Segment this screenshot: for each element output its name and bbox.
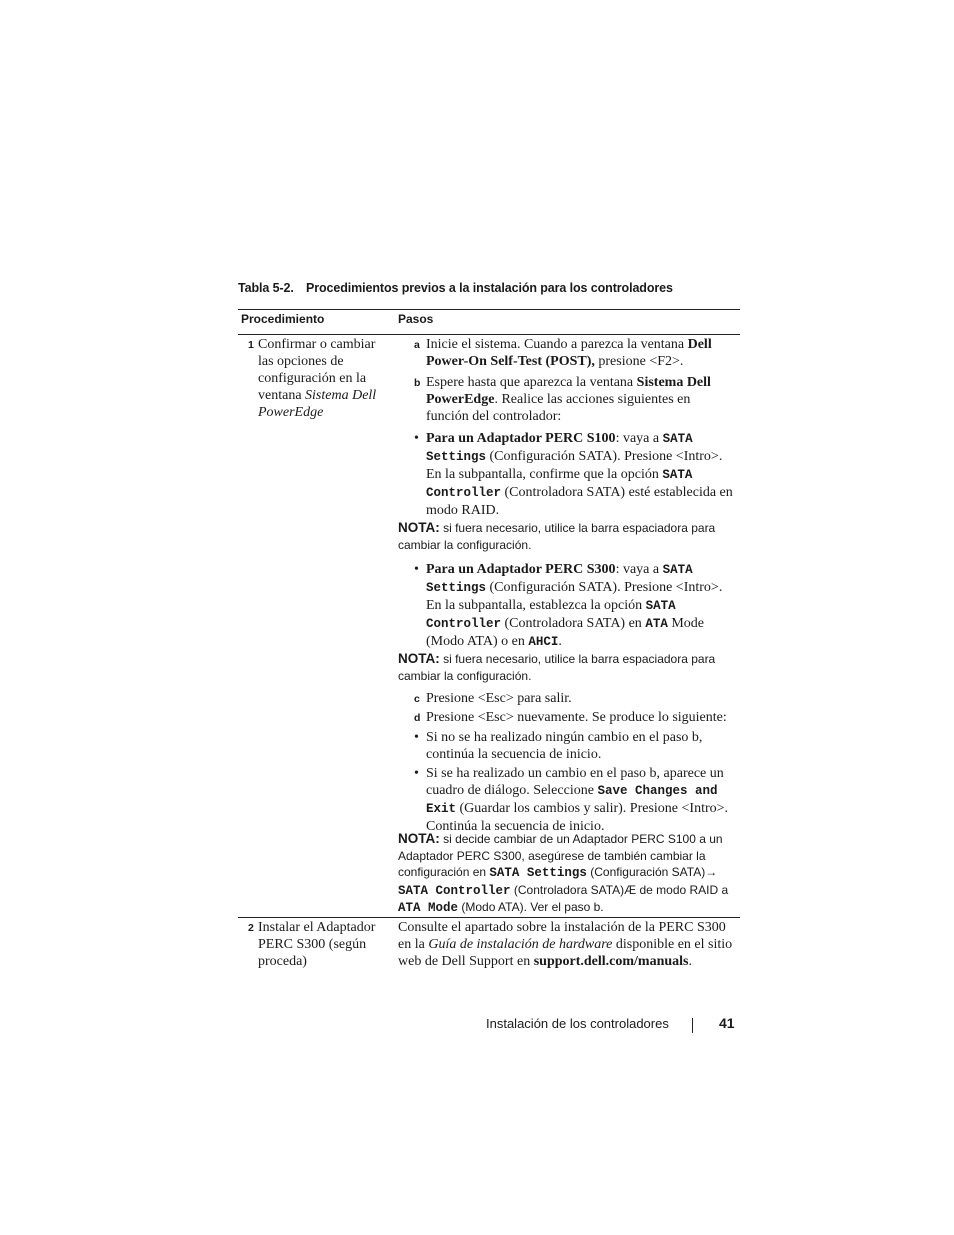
- table-number: Tabla 5-2.: [238, 281, 294, 295]
- step-letter: c: [414, 693, 420, 705]
- note-text: (Configuración SATA)→: [586, 865, 718, 879]
- menu-option: ATA: [645, 617, 668, 631]
- bullet-text: Si se ha realizado un cambio en el paso b, aparece un cuadro de diálogo. Seleccione: [426, 766, 724, 798]
- procedure-1: [248, 336, 386, 421]
- bullet-text: (Controladora SATA) esté establecida en modo RAID.: [426, 485, 733, 518]
- menu-option: ATA Mode: [398, 901, 459, 915]
- bullet-dot: •: [414, 431, 419, 446]
- bullet-text: Si no se ha realizado ningún cambio en el paso b, continúa la secuencia de inicio.: [426, 730, 703, 762]
- step-row-2: [398, 919, 738, 970]
- table-title: Procedimientos previos a la instalación para los controladores: [306, 281, 673, 295]
- header-steps: Pasos: [398, 312, 434, 326]
- table-caption: [238, 281, 758, 295]
- step-text: Consulte el apartado sobre la instalación de la PERC S300 en la: [398, 920, 726, 952]
- bullet-text: : vaya a: [615, 562, 663, 577]
- step-text: disponible en el sitio web de Dell Support en: [398, 937, 733, 969]
- adapter-name: Para un Adaptador PERC S100: [426, 431, 616, 446]
- step-d: [414, 709, 736, 726]
- bullet-text: (Configuración SATA). Presione <Intro>. En la subpantalla, confirme que la opción: [426, 449, 723, 482]
- note-keyword: NOTA:: [398, 520, 440, 535]
- note-1: [398, 520, 740, 553]
- menu-option: SATA Controller: [426, 468, 693, 500]
- bullet-text: (Configuración SATA). Presione <Intro>. En la subpantalla, establezca la opción: [426, 580, 723, 613]
- menu-option: SATA Settings: [489, 866, 587, 880]
- window-name: Dell Power-On Self-Test (POST),: [426, 337, 712, 369]
- header-procedure: Procedimiento: [241, 312, 325, 326]
- procedure-text: Confirmar o cambiar las opciones de configuración en la ventana: [258, 337, 376, 403]
- bullet-change: [414, 765, 736, 835]
- bullet-text: (Modo ATA) o en: [426, 634, 529, 649]
- note-text: si fuera necesario, utilice la barra espaciadora para cambiar la configuración.: [398, 521, 716, 552]
- step-a: [414, 336, 736, 370]
- step-letter: a: [414, 339, 420, 351]
- step-c: [414, 690, 736, 707]
- procedure-number: 2: [248, 922, 254, 934]
- bullet-text: : vaya a: [615, 431, 663, 446]
- note-keyword: NOTA:: [398, 651, 440, 666]
- window-name: Sistema Dell PowerEdge: [426, 375, 711, 407]
- procedure-2: [248, 919, 386, 970]
- page-number: 41: [719, 1015, 735, 1031]
- menu-option: SATA Controller: [426, 599, 676, 631]
- step-text: Presione <Esc> nuevamente. Se produce lo siguiente:: [426, 710, 727, 725]
- note-text: (Controladora SATA)Æ de modo RAID a: [510, 882, 729, 897]
- procedure-number: 1: [248, 339, 254, 351]
- footer-section: Instalación de los controladores: [486, 1016, 669, 1031]
- bullet-text: (Guardar los cambios y salir). Presione <Intro>. Continúa la secuencia de inicio.: [426, 801, 729, 834]
- bullet-s300: [414, 561, 736, 651]
- step-letter: d: [414, 712, 421, 724]
- bullet-text: (Controladora SATA) en: [501, 616, 646, 631]
- adapter-name: Para un Adaptador PERC S300: [426, 562, 616, 577]
- bullet-text: .: [558, 634, 562, 649]
- footer-divider: [692, 1018, 693, 1033]
- step-text: .: [688, 954, 693, 969]
- guide-title: Guía de instalación de hardware: [428, 937, 613, 952]
- menu-option: SATA Controller: [398, 883, 511, 898]
- step-text: presione <F2>.: [594, 354, 684, 369]
- step-b: [414, 374, 736, 425]
- bullet-dot: •: [414, 562, 419, 577]
- bullet-s100: [414, 430, 736, 519]
- menu-option: SATA Settings: [426, 432, 693, 464]
- step-text: Presione <Esc> para salir.: [426, 691, 572, 706]
- table-top-rule: [238, 309, 740, 310]
- procedure-window-name: Sistema Dell PowerEdge: [258, 388, 377, 420]
- menu-option: SATA Settings: [426, 563, 693, 595]
- bullet-text: Mode: [667, 616, 704, 631]
- menu-option: Save Changes and Exit: [426, 784, 718, 816]
- header-rule: [238, 334, 740, 335]
- note-2: [398, 651, 740, 684]
- note-keyword: NOTA:: [398, 831, 440, 846]
- bullet-no-change: [414, 729, 736, 763]
- procedure-text: Instalar el Adaptador PERC S300 (según proceda): [258, 920, 376, 969]
- step-text: Inicie el sistema. Cuando a parezca la ventana: [426, 337, 688, 352]
- bullet-dot: •: [414, 766, 419, 781]
- note-text: si fuera necesario, utilice la barra espaciadora para cambiar la configuración.: [398, 652, 716, 683]
- step-letter: b: [414, 377, 421, 389]
- step-text: Espere hasta que aparezca la ventana: [426, 375, 637, 390]
- bullet-dot: •: [414, 730, 419, 745]
- step-text: . Realice las acciones siguientes en función del controlador:: [426, 392, 691, 424]
- menu-option: AHCI: [528, 635, 559, 649]
- support-url: support.dell.com/manuals: [533, 954, 689, 969]
- note-3: [398, 831, 740, 917]
- note-text: (Modo ATA). Ver el paso b.: [458, 900, 604, 914]
- note-text: si decide cambiar de un Adaptador PERC S100 a un Adaptador PERC S300, asegúrese de también cambiar la configuración en: [398, 832, 723, 879]
- row-rule: [238, 917, 740, 918]
